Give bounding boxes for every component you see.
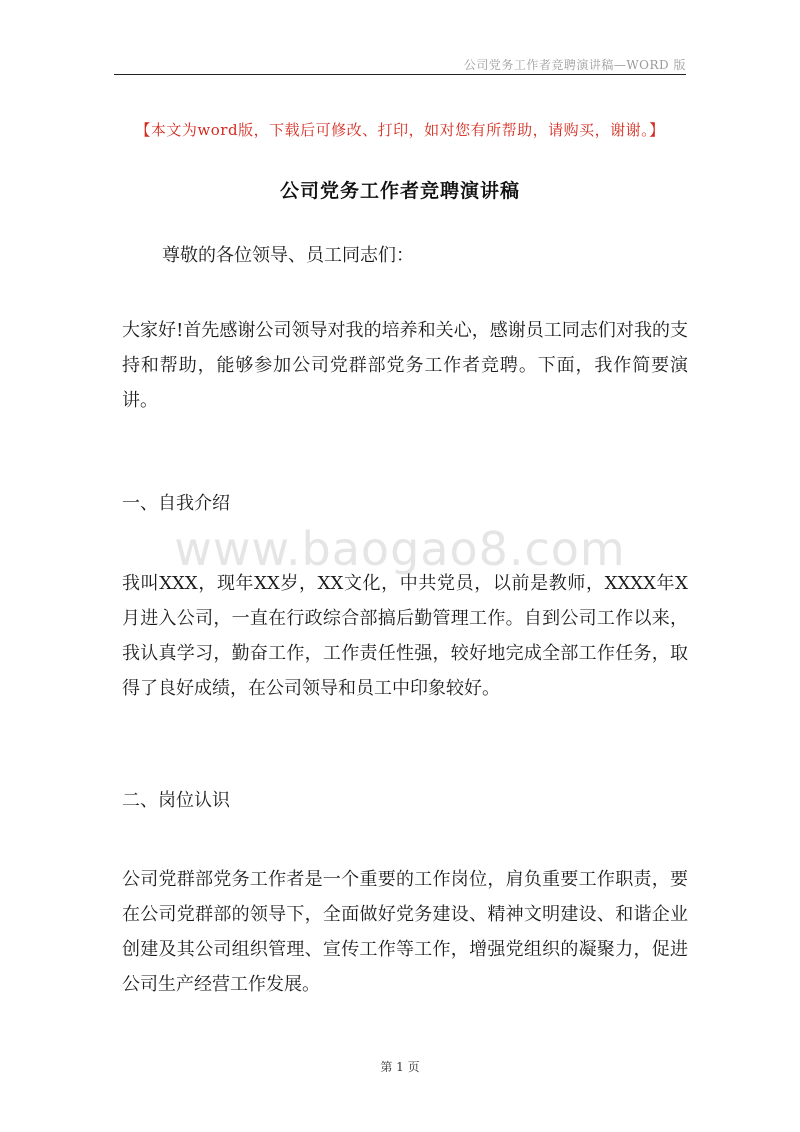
role-understanding-paragraph: 公司党群部党务工作者是一个重要的工作岗位，肩负重要工作职责，要在公司党群部的领导下，全面做好党务建设、精神文明建设、和谐企业创建及其公司组织管理、宣传工作等工作，增强党组织的凝聚力，促进公司生产经营工作发展。 xyxy=(122,869,688,995)
section-heading-self-intro: 一、自我介绍 xyxy=(122,493,230,514)
self-intro-paragraph: 我叫XXX，现年XX岁，XX文化，中共党员，以前是教师，XXXX年X月进入公司，一直在行政综合部搞后勤管理工作。自到公司工作以来，我认真学习，勤奋工作，工作责任性强，较好地完成全部工作任务，取得了良好成绩，在公司领导和员工中印象较好。 xyxy=(122,573,688,699)
purchase-notice: 【本文为word版，下载后可修改、打印，如对您有所帮助，请购买，谢谢。】 xyxy=(135,121,665,139)
document-title: 公司党务工作者竞聘演讲稿 xyxy=(279,180,520,202)
intro-paragraph: 大家好!首先感谢公司领导对我的培养和关心，感谢员工同志们对我的支持和帮助，能够参加公司党群部党务工作者竞聘。下面，我作简要演讲。 xyxy=(122,320,688,411)
header-divider xyxy=(114,74,686,75)
watermark: www.baogao8.com xyxy=(174,522,626,576)
greeting-paragraph: 尊敬的各位领导、员工同志们： xyxy=(162,245,414,266)
section-heading-role-understanding: 二、岗位认识 xyxy=(122,790,230,811)
page-number: 第 1 页 xyxy=(380,1060,420,1074)
running-header: 公司党务工作者竞聘演讲稿—WORD 版 xyxy=(463,58,686,72)
